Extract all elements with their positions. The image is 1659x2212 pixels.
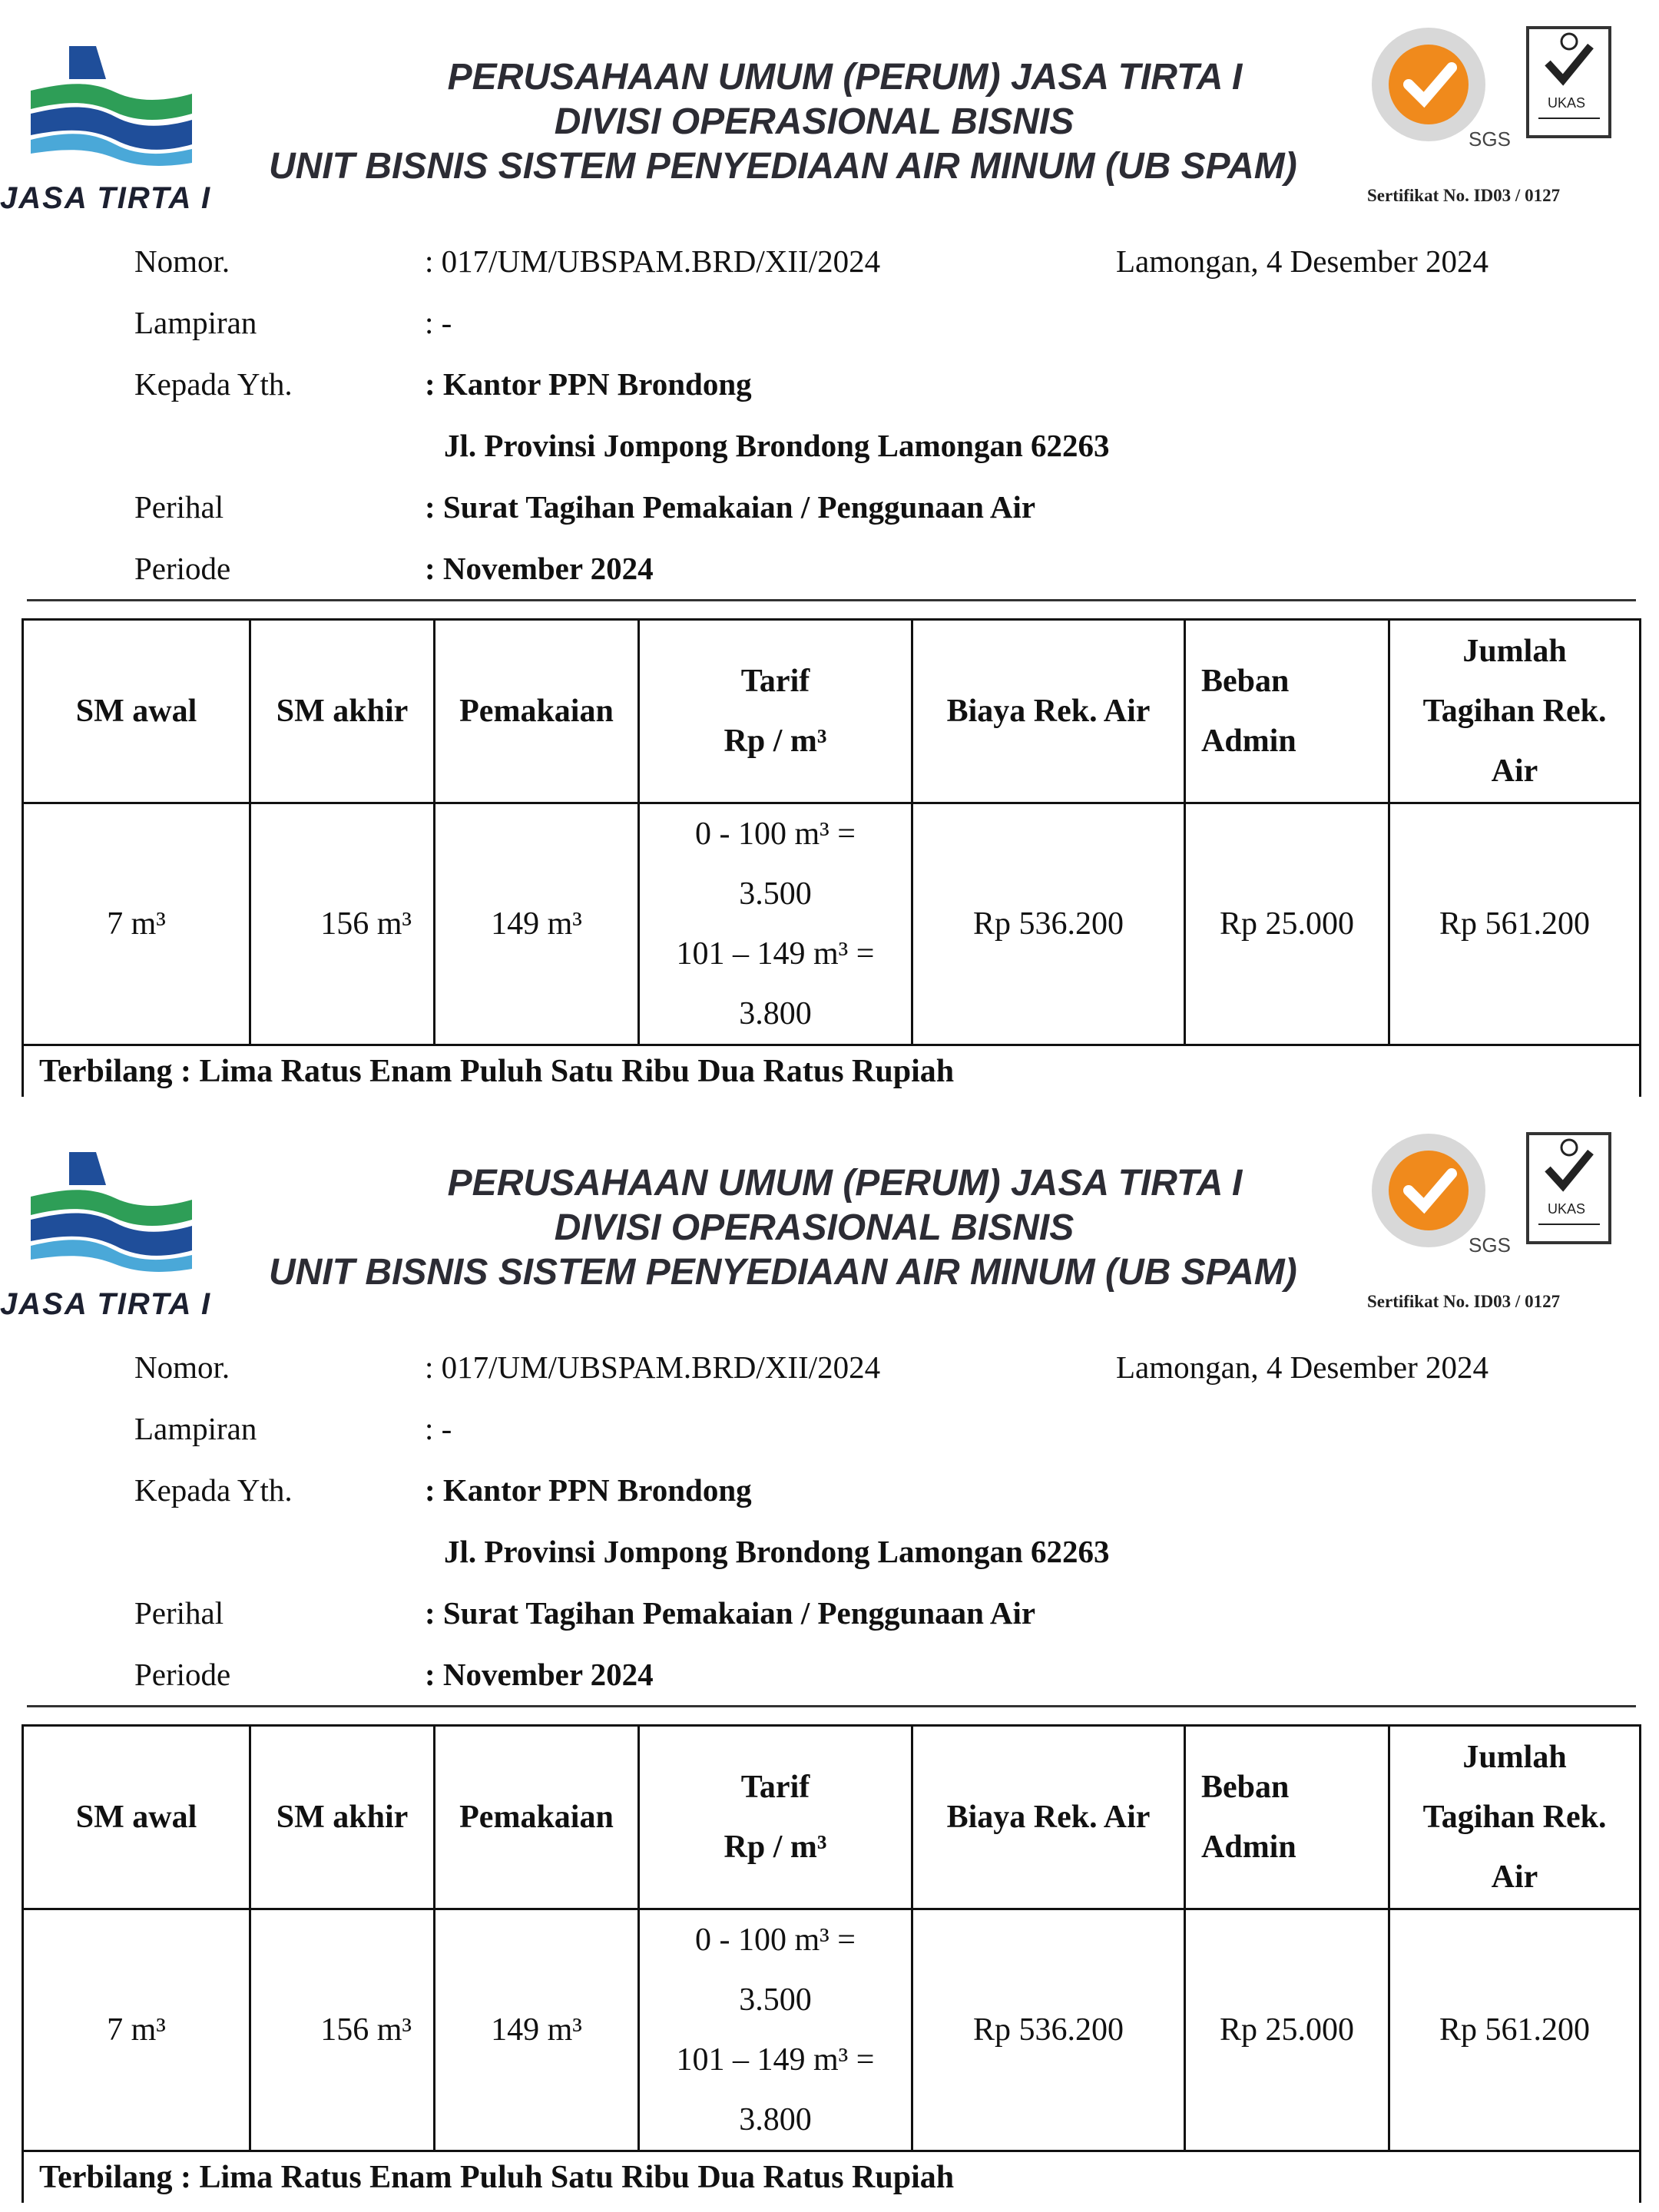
terbilang-text: Terbilang : Lima Ratus Enam Puluh Satu Ribu Dua Ratus Rupiah [23,1045,1641,1098]
cell-biaya: Rp 536.200 [912,803,1185,1045]
nomor-label: Nomor. [134,1349,230,1385]
certificate-number: Sertifikat No. ID03 / 0127 [1367,186,1561,205]
jasa-tirta-logo [0,1143,223,1327]
tarif-line-3: 101 – 149 m³ = [676,936,875,972]
certification-marks [1352,15,1644,215]
lampiran-label: Lampiran [134,1411,257,1446]
lampiran-value: : - [425,1411,452,1446]
header-line-1: PERUSAHAAN UMUM (PERUM) JASA TIRTA I [447,1163,1243,1204]
table-row [23,803,1641,1045]
col-jumlah [1389,1726,1641,1909]
tarif-line-4: 3.800 [739,996,812,1031]
periode-value: : November 2024 [425,1657,654,1692]
nomor-value: : 017/UM/UBSPAM.BRD/XII/2024 [425,243,881,279]
sgs-iso-seal-icon [1361,1129,1515,1260]
perihal-label: Perihal [134,1595,224,1631]
divider-line [27,1705,1636,1707]
cell-tarif [639,1909,912,2151]
nomor-value: : 017/UM/UBSPAM.BRD/XII/2024 [425,1349,881,1385]
field-nomor [134,1336,1578,1398]
periode-label: Periode [134,1657,231,1692]
letterhead [253,55,1375,189]
cell-jumlah: Rp 561.200 [1389,1909,1641,2151]
letter-date: Lamongan, 4 Desember 2024 [1116,243,1489,279]
terbilang-row [23,1045,1641,1098]
terbilang-text: Terbilang : Lima Ratus Enam Puluh Satu Ribu Dua Ratus Rupiah [23,2151,1641,2204]
col-beban [1185,1726,1389,1909]
col-biaya: Biaya Rek. Air [912,1726,1185,1909]
field-nomor [134,230,1578,292]
tarif-line-1: 0 - 100 m³ = [695,816,856,852]
letter-fields [134,230,1578,599]
divider-line [27,599,1636,601]
col-sm-awal: SM awal [23,620,250,803]
jumlah-header-line-2: Tagihan Rek. [1422,1800,1607,1835]
header-line-3: UNIT BISNIS SISTEM PENYEDIAAN AIR MINUM (UB SPAM) [269,146,1297,187]
ukas-label: UKAS [1548,95,1586,111]
kepada-value: : Kantor PPN Brondong [425,366,752,402]
tarif-line-2: 3.500 [739,1982,812,2018]
beban-header-line-2: Admin [1201,724,1296,759]
col-tarif [639,1726,912,1909]
perihal-value: : Surat Tagihan Pemakaian / Penggunaan Air [425,1595,1036,1631]
col-beban [1185,620,1389,803]
col-pemakaian: Pemakaian [435,620,639,803]
field-perihal [134,1582,1578,1644]
cell-sm-awal: 7 m³ [23,1909,250,2151]
cell-sm-akhir: 156 m³ [250,803,435,1045]
tarif-line-2: 3.500 [739,876,812,912]
kepada-label: Kepada Yth. [134,1472,293,1508]
letter-date: Lamongan, 4 Desember 2024 [1116,1349,1489,1385]
header-line-3: UNIT BISNIS SISTEM PENYEDIAAN AIR MINUM (UB SPAM) [269,1252,1297,1293]
tarif-header-line-2: Rp / m³ [724,724,827,759]
billing-table [22,618,1641,1097]
header-line-2: DIVISI OPERASIONAL BISNIS [554,1207,1075,1248]
cell-biaya: Rp 536.200 [912,1909,1185,2151]
lampiran-label: Lampiran [134,305,257,340]
cell-tarif [639,803,912,1045]
recipient-address: Jl. Provinsi Jompong Brondong Lamongan 62263 [444,428,1110,463]
jumlah-header-line-2: Tagihan Rek. [1422,694,1607,729]
ukas-mark-icon [1525,25,1613,140]
beban-header-line-1: Beban [1201,664,1290,699]
sgs-label: SGS [1469,127,1511,151]
ukas-label: UKAS [1548,1201,1586,1217]
perihal-value: : Surat Tagihan Pemakaian / Penggunaan Air [425,489,1036,525]
beban-header-line-1: Beban [1201,1770,1290,1805]
table-header-row [23,1726,1641,1909]
certification-marks [1352,1121,1644,1321]
terbilang-row [23,2151,1641,2204]
jumlah-header-line-1: Jumlah [1462,634,1567,669]
logo-text: JASA TIRTA I [0,181,212,215]
col-jumlah [1389,620,1641,803]
tarif-header-line-2: Rp / m³ [724,1830,827,1865]
tarif-line-1: 0 - 100 m³ = [695,1922,856,1958]
logo-text: JASA TIRTA I [0,1287,212,1321]
col-sm-akhir: SM akhir [250,1726,435,1909]
tarif-header-line-1: Tarif [740,1770,810,1805]
header-line-1: PERUSAHAAN UMUM (PERUM) JASA TIRTA I [447,57,1243,98]
field-address [134,1521,1578,1582]
kepada-label: Kepada Yth. [134,366,293,402]
tarif-header-line-1: Tarif [740,664,810,699]
col-sm-akhir: SM akhir [250,620,435,803]
cell-sm-awal: 7 m³ [23,803,250,1045]
cell-pemakaian: 149 m³ [435,803,639,1045]
beban-header-line-2: Admin [1201,1830,1296,1865]
tarif-line-3: 101 – 149 m³ = [676,2042,875,2078]
perihal-label: Perihal [134,489,224,525]
lampiran-value: : - [425,305,452,340]
col-pemakaian: Pemakaian [435,1726,639,1909]
col-biaya: Biaya Rek. Air [912,620,1185,803]
recipient-address: Jl. Provinsi Jompong Brondong Lamongan 62263 [444,1534,1110,1569]
nomor-label: Nomor. [134,243,230,279]
jumlah-header-line-3: Air [1491,753,1538,789]
field-lampiran [134,292,1578,353]
ukas-mark-icon [1525,1131,1613,1246]
table-header-row [23,620,1641,803]
field-kepada [134,1459,1578,1521]
table-row [23,1909,1641,2151]
field-kepada [134,353,1578,415]
jasa-tirta-logo [0,37,223,221]
letterhead [253,1161,1375,1295]
field-periode [134,538,1578,599]
sgs-iso-seal-icon [1361,23,1515,154]
field-periode [134,1644,1578,1705]
cell-beban: Rp 25.000 [1185,1909,1389,2151]
waves-logo-icon [23,37,200,167]
jumlah-header-line-3: Air [1491,1859,1538,1895]
cell-sm-akhir: 156 m³ [250,1909,435,2151]
header-line-2: DIVISI OPERASIONAL BISNIS [554,101,1075,142]
letter-copy-2 [0,1106,1659,2212]
jumlah-header-line-1: Jumlah [1462,1740,1567,1775]
tarif-line-4: 3.800 [739,2102,812,2137]
field-lampiran [134,1398,1578,1459]
certificate-number: Sertifikat No. ID03 / 0127 [1367,1292,1561,1311]
letter-fields [134,1336,1578,1705]
cell-jumlah: Rp 561.200 [1389,803,1641,1045]
field-address [134,415,1578,476]
sgs-label: SGS [1469,1233,1511,1257]
col-tarif [639,620,912,803]
waves-logo-icon [23,1143,200,1273]
col-sm-awal: SM awal [23,1726,250,1909]
kepada-value: : Kantor PPN Brondong [425,1472,752,1508]
periode-value: : November 2024 [425,551,654,586]
billing-table [22,1724,1641,2203]
periode-label: Periode [134,551,231,586]
cell-beban: Rp 25.000 [1185,803,1389,1045]
cell-pemakaian: 149 m³ [435,1909,639,2151]
field-perihal [134,476,1578,538]
